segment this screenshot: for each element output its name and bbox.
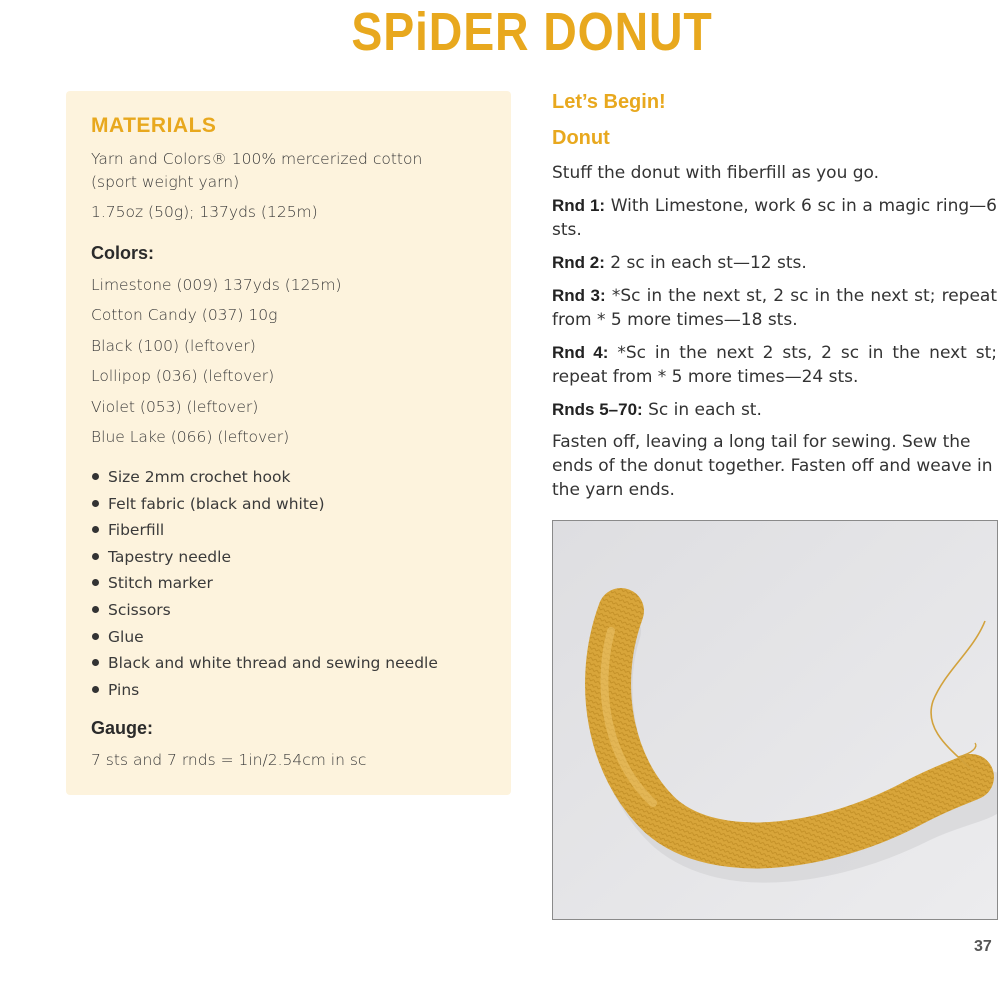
donut-subheading: Donut bbox=[552, 127, 610, 149]
list-item bbox=[91, 491, 438, 518]
round-text: *Sc in the next st, 2 sc in the next st; repeat from * 5 more times—18 sts. bbox=[552, 286, 998, 330]
tool-label: Size 2mm crochet hook bbox=[108, 468, 291, 486]
bullet-icon bbox=[92, 500, 99, 507]
list-item bbox=[91, 517, 438, 544]
crochet-tube-photo bbox=[552, 520, 998, 920]
finish-text: Fasten off, leaving a long tail for sewing. Sew the ends of the donut together. Fasten off and weave in the yarn ends. bbox=[552, 432, 993, 500]
list-item bbox=[91, 650, 438, 677]
color-item: Limestone (009) 137yds (125m) bbox=[91, 276, 342, 294]
colors-heading: Colors: bbox=[91, 243, 154, 263]
round-label: Rnd 1: bbox=[552, 196, 606, 215]
color-item: Lollipop (036) (leftover) bbox=[91, 367, 275, 385]
tool-label: Pins bbox=[108, 680, 140, 699]
tool-label: Scissors bbox=[108, 600, 171, 619]
intro-text: Stuff the donut with fiberfill as you go. bbox=[552, 163, 880, 183]
bullet-icon bbox=[92, 686, 99, 693]
list-item bbox=[91, 624, 438, 651]
bullet-icon bbox=[92, 659, 99, 666]
page-title: SPiDER DONUT bbox=[351, 2, 713, 62]
tool-label: Black and white thread and sewing needle bbox=[108, 654, 438, 673]
yarn-line-2: (sport weight yarn) bbox=[91, 173, 240, 191]
color-item: Black (100) (leftover) bbox=[91, 337, 256, 355]
materials-heading: MATERIALS bbox=[91, 114, 217, 137]
bullet-icon bbox=[92, 553, 99, 560]
color-item: Blue Lake (066) (leftover) bbox=[91, 428, 290, 446]
bullet-icon bbox=[92, 606, 99, 613]
bullet-icon bbox=[92, 633, 99, 640]
round-text: With Limestone, work 6 sc in a magic ring—6 sts. bbox=[552, 196, 997, 240]
list-item bbox=[91, 544, 438, 571]
tool-label: Fiberfill bbox=[108, 521, 165, 540]
bullet-icon bbox=[92, 579, 99, 586]
round-instruction bbox=[552, 341, 997, 389]
lets-begin-heading: Let’s Begin! bbox=[552, 91, 666, 113]
bullet-icon bbox=[92, 473, 99, 480]
round-text: *Sc in the next 2 sts, 2 sc in the next st; repeat from * 5 more times—24 sts. bbox=[552, 343, 998, 387]
gauge-heading: Gauge: bbox=[91, 718, 154, 738]
bullet-icon bbox=[92, 526, 99, 533]
color-item: Cotton Candy (037) 10g bbox=[91, 306, 278, 324]
tool-label: Tapestry needle bbox=[108, 547, 231, 566]
tool-label: Stitch marker bbox=[108, 574, 213, 593]
gauge-text: 7 sts and 7 rnds = 1in/2.54cm in sc bbox=[91, 751, 367, 769]
yarn-line-1: Yarn and Colors® 100% mercerized cotton bbox=[91, 150, 423, 168]
list-item bbox=[91, 570, 438, 597]
yarn-weight: 1.75oz (50g); 137yds (125m) bbox=[91, 203, 318, 221]
tool-label: Felt fabric (black and white) bbox=[108, 494, 325, 513]
round-instruction bbox=[552, 398, 997, 422]
crochet-tube-illustration bbox=[553, 521, 998, 920]
round-instruction bbox=[552, 251, 997, 275]
list-item bbox=[91, 597, 438, 624]
tool-label: Glue bbox=[108, 627, 144, 646]
list-item bbox=[91, 677, 438, 704]
list-item bbox=[91, 464, 438, 491]
round-label: Rnd 2: bbox=[552, 253, 605, 272]
page-number: 37 bbox=[974, 938, 992, 955]
round-text: Sc in each st. bbox=[642, 400, 762, 420]
color-item: Violet (053) (leftover) bbox=[91, 398, 259, 416]
tools-list bbox=[91, 464, 438, 703]
round-instruction bbox=[552, 284, 997, 332]
round-instruction bbox=[552, 194, 997, 242]
round-label: Rnd 3: bbox=[552, 286, 606, 305]
round-text: 2 sc in each st—12 sts. bbox=[604, 253, 807, 273]
round-label: Rnds 5–70: bbox=[552, 400, 643, 419]
round-label: Rnd 4: bbox=[552, 343, 609, 362]
